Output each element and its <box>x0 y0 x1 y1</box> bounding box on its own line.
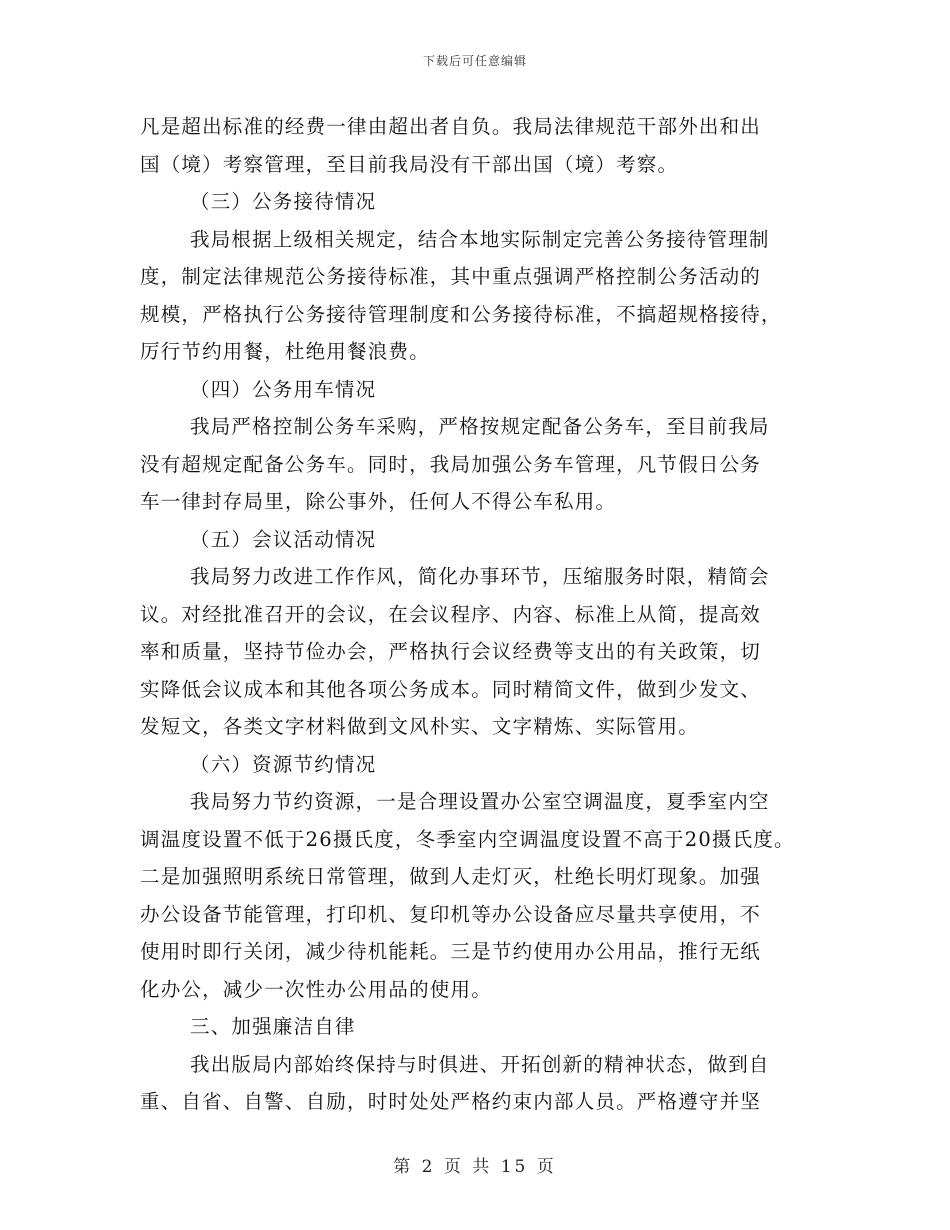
text-line: 二是加强照明系统日常管理，做到人走灯灭，杜绝长明灯现象。加强 <box>140 865 762 888</box>
text-line: 我局严格控制公务车采购，严格按规定配备公务车，至目前我局 <box>190 415 770 438</box>
text-line: 发短文，各类文字材料做到文风朴实、文字精炼、实际管用。 <box>140 715 699 738</box>
document-body <box>140 108 820 1121</box>
text-line: 议。对经批准召开的会议，在会议程序、内容、标准上从简，提高效 <box>140 602 762 626</box>
text-line: 车一律封存局里，除公事外，任何人不得公车私用。 <box>140 490 617 513</box>
text-line: 厉行节约用餐，杜绝用餐浪费。 <box>140 340 430 363</box>
text-line: 使用时即行关闭，减少待机能耗。三是节约使用办公用品，推行无纸 <box>140 940 762 963</box>
text-line: 国（境）考察管理，至目前我局没有干部出国（境）考察。 <box>140 152 679 176</box>
text-line: 率和质量，坚持节俭办会，严格执行会议经费等支出的有关政策，切 <box>140 640 762 663</box>
text-line: 重、自省、自警、自励，时时处处严格约束内部人员。严格遵守并坚 <box>140 1090 762 1113</box>
section-heading: （六）资源节约情况 <box>190 752 377 776</box>
section-heading: （四）公务用车情况 <box>190 377 377 401</box>
text-line: 化办公，减少一次性办公用品的使用。 <box>140 977 492 1001</box>
text-line: 度，制定法律规范公务接待标准，其中重点强调严格控制公务活动的 <box>140 265 762 288</box>
text-line: 实降低会议成本和其他各项公务成本。同时精简文件，做到少发文、 <box>140 677 762 701</box>
page-footer: 第 2 页 共 15 页 <box>393 1157 557 1177</box>
text-line: 没有超规定配备公务车。同时，我局加强公务车管理，凡节假日公务 <box>140 452 762 476</box>
section-heading: （五）会议活动情况 <box>190 527 377 551</box>
text-line: 我出版局内部始终保持与时俱进、开拓创新的精神状态，做到自 <box>190 1052 770 1076</box>
text-line: 规模，严格执行公务接待管理制度和公务接待标准，不搞超规格接待， <box>140 302 782 326</box>
page-header: 下载后可任意编辑 <box>422 54 527 68</box>
text-line: 我局努力改进工作作风，简化办事环节，压缩服务时限，精简会 <box>190 565 770 588</box>
section-heading: 三、加强廉洁自律 <box>190 1015 356 1038</box>
text-line: 调温度设置不低于26摄氏度，冬季室内空调温度设置不高于20摄氏度。 <box>140 827 795 851</box>
text-line: 我局根据上级相关规定，结合本地实际制定完善公务接待管理制 <box>190 227 770 251</box>
text-line: 我局努力节约资源，一是合理设置办公室空调温度，夏季室内空 <box>190 790 770 813</box>
text-line: 办公设备节能管理，打印机、复印机等办公设备应尽量共享使用，不 <box>140 902 762 926</box>
section-heading: （三）公务接待情况 <box>190 190 377 213</box>
text-line: 凡是超出标准的经费一律由超出者自负。我局法律规范干部外出和出 <box>140 115 762 138</box>
